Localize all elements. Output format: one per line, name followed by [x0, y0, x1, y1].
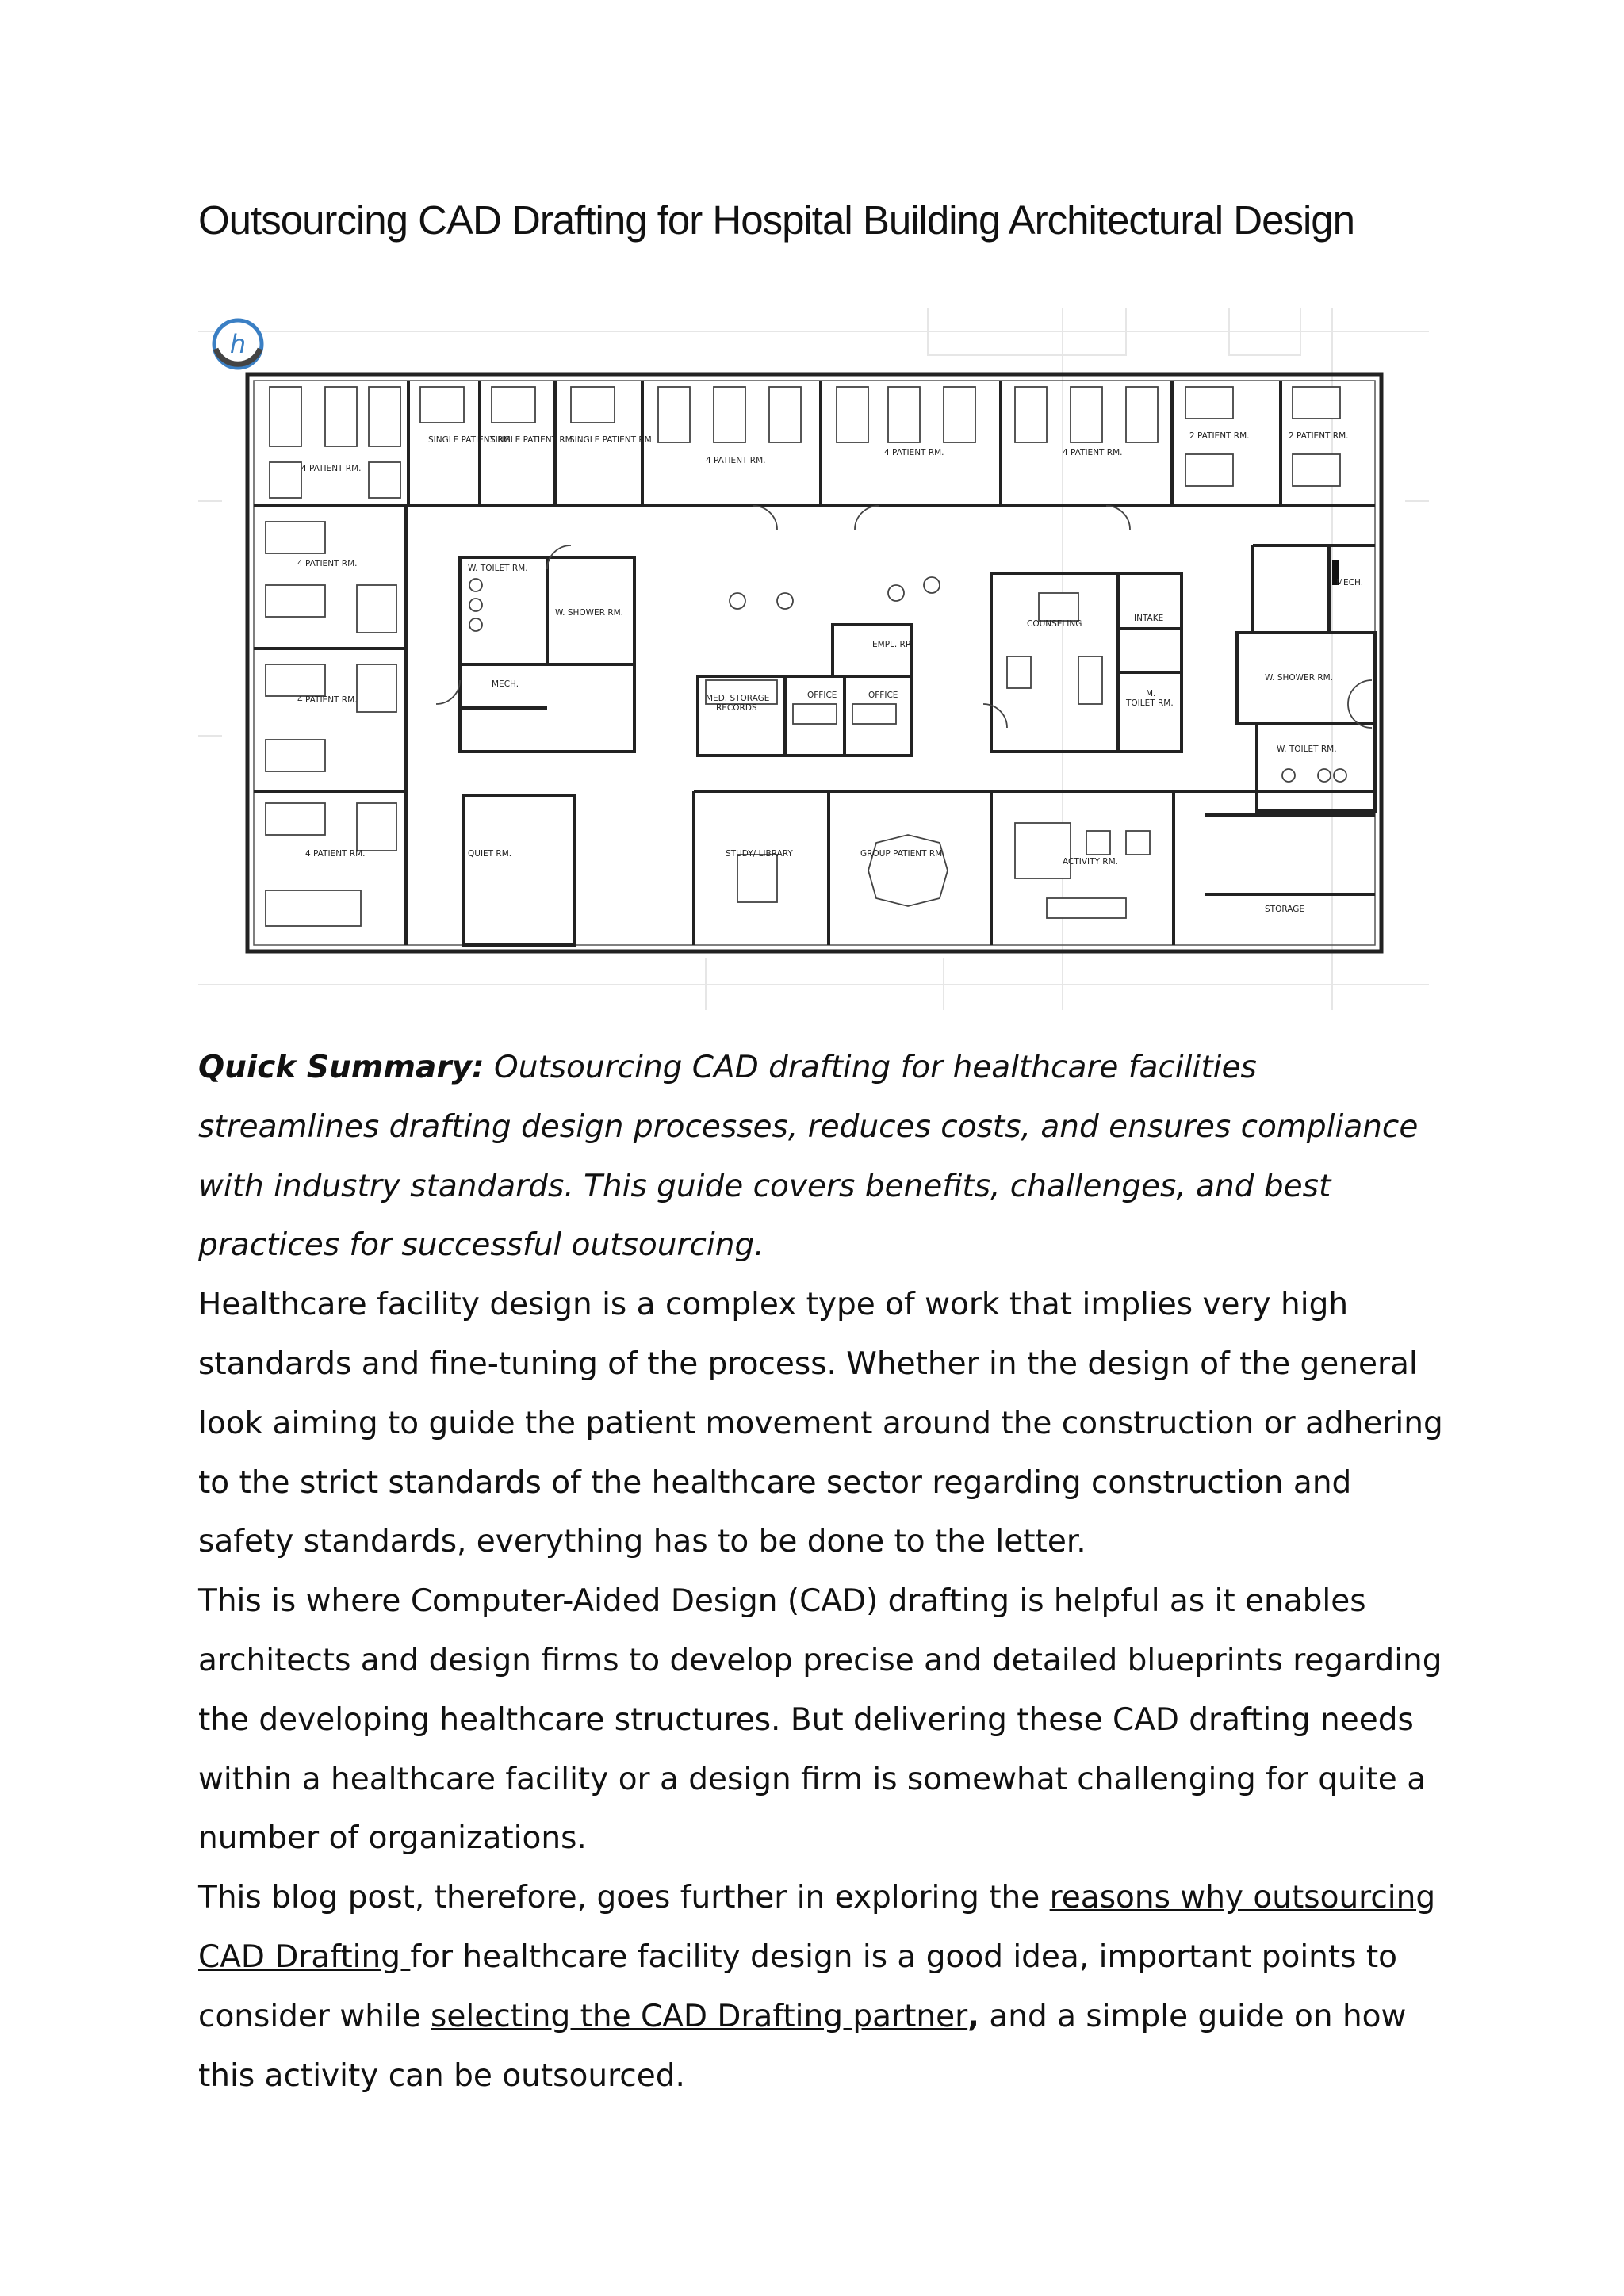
floor-plan-figure: [198, 308, 1429, 1010]
room-label: SINGLE PATIENT RM.: [569, 435, 655, 445]
room-label: 4 PATIENT RM.: [297, 559, 358, 568]
room-label: GROUP PATIENT RM.: [860, 849, 945, 859]
room-label: 4 PATIENT RM.: [706, 456, 766, 465]
room-label: 4 PATIENT RM.: [305, 849, 366, 859]
article-body: [198, 1039, 1443, 2106]
paragraph-2: This is where Computer-Aided Design (CAD) drafting is helpful as it enables architects and design firms to develop precise and detailed blueprints regarding the developing healthcare structures. But delivering these CAD drafting needs within a healthcare facility or a design firm is somewhat challenging for quite a number of organizations.: [198, 1583, 1442, 1857]
page-title: Outsourcing CAD Drafting for Hospital Building Architectural Design: [198, 197, 1355, 243]
paragraph-3-mid: for healthcare facility design is a good idea, important points to consider while: [198, 1938, 1398, 2034]
room-label: TOILET RM.: [1126, 698, 1174, 708]
summary-label: Quick Summary:: [198, 1050, 485, 1085]
room-label: MECH.: [492, 679, 519, 689]
room-label: EMPL. RR: [872, 640, 912, 649]
room-label: STORAGE: [1265, 905, 1304, 914]
quick-summary: [198, 1039, 1443, 1276]
room-label: 4 PATIENT RM.: [884, 448, 944, 457]
room-label: SINGLE PATIENT RM.: [490, 435, 576, 445]
room-label: W. TOILET RM.: [1277, 744, 1337, 754]
floor-plan-drawing: [198, 308, 1429, 1010]
room-label: W. TOILET RM.: [468, 564, 528, 573]
svg-text:h: h: [229, 329, 247, 359]
paragraph-3-start: This blog post, therefore, goes further in exploring the: [198, 1880, 1050, 1916]
room-label: 2 PATIENT RM.: [1189, 431, 1250, 441]
room-label: MED. STORAGE: [706, 694, 770, 703]
paragraph-3-end: and a simple guide on how this activity can be outsourced.: [198, 1998, 1407, 2094]
room-label: 4 PATIENT RM.: [297, 695, 358, 705]
paragraph-1: Healthcare facility design is a complex type of work that implies very high standards and fine-tuning of the process. Whether in the design of the general look aiming to guide the patient movement around the construction or adhering to the strict standards of the healthcare sector regarding construction and safety standards, everything has to be done to the letter.: [198, 1287, 1443, 1560]
reasons-outsourcing-link[interactable]: reasons why outsourcing CAD Drafting: [198, 1880, 1436, 1975]
room-label: M.: [1146, 689, 1156, 698]
room-label: ACTIVITY RM.: [1063, 857, 1118, 867]
room-label: 4 PATIENT RM.: [301, 464, 362, 473]
room-label: INTAKE: [1134, 614, 1164, 623]
room-label: 4 PATIENT RM.: [1063, 448, 1123, 457]
room-labels: [297, 431, 1363, 914]
room-label: MECH.: [1336, 578, 1364, 587]
room-label: OFFICE: [868, 691, 898, 700]
room-label: COUNSELING: [1027, 619, 1082, 629]
room-label: 2 PATIENT RM.: [1289, 431, 1349, 441]
paragraph-3-comma: ,: [967, 1998, 979, 2034]
room-label: W. SHOWER RM.: [1265, 673, 1334, 683]
room-label: OFFICE: [807, 691, 837, 700]
selecting-partner-link[interactable]: selecting the CAD Drafting partner: [431, 1998, 968, 2034]
room-label: W. SHOWER RM.: [555, 608, 624, 618]
paragraph-3: [198, 1869, 1443, 2106]
company-logo: [214, 320, 262, 368]
summary-text: Outsourcing CAD drafting for healthcare facilities streamlines drafting design processes, reduces costs, and ensures compliance with industry standards. This guide covers benefits, challenges, and best practices for successful outsourcing.: [198, 1050, 1419, 1264]
room-label: SINGLE PATIENT RM.: [428, 435, 514, 445]
room-label: QUIET RM.: [468, 849, 512, 859]
room-label: STUDY/ LIBRARY: [726, 849, 793, 859]
room-label: RECORDS: [716, 703, 757, 713]
